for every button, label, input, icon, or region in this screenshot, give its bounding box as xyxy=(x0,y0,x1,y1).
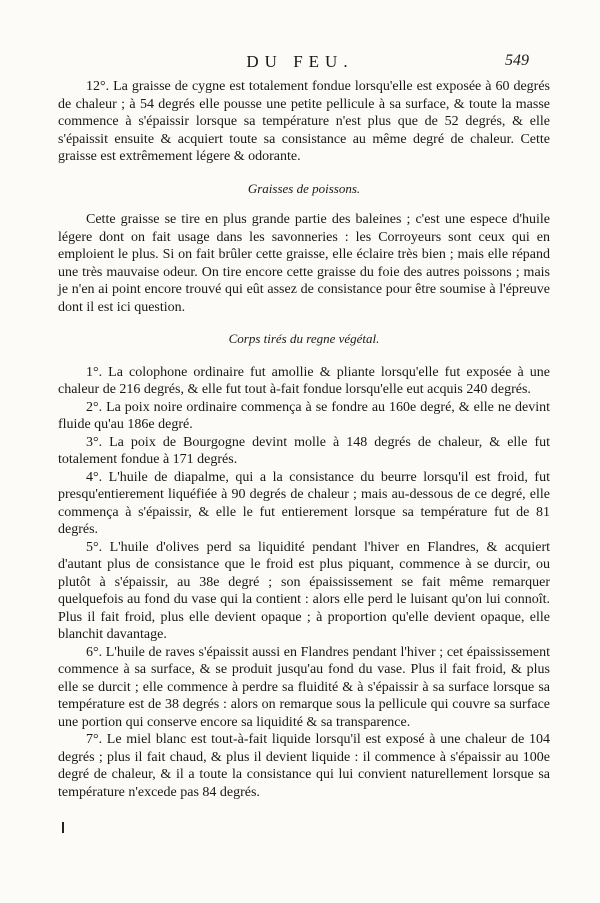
page-body xyxy=(58,78,550,801)
paragraph-miel-blanc: 7°. Le miel blanc est tout-à-fait liquide lorsqu'il est exposé à une chaleur de 104 degrés ; plus il fait chaud, & plus il devient liquide : il commence à s'épaissir au 100e degré de chaleur, & il a toute la consistance qui lui convient naturellement lorsque sa température n'excede pas 84 degrés. xyxy=(58,732,550,800)
section-heading-poissons: Graisses de poissons. xyxy=(247,180,361,196)
section-heading-regne-vegetal: Corps tirés du regne végétal. xyxy=(228,331,380,346)
page-number: 549 xyxy=(505,52,529,69)
margin-mark xyxy=(62,822,64,833)
paragraph-poix-noire: 2°. La poix noire ordinaire commença à se fondre au 160e degré, & elle ne devint fluide qu'au 186e degré. xyxy=(58,399,550,432)
paragraph-huile-olives: 5°. L'huile d'olives perd sa liquidité pendant l'hiver en Flandres, & acquiert d'autant plus de consistance que le froid est plus piquant, commence à se durcir, ou plutôt à s'épaissir, au 38e degré ; son épaississement se fait même remarquer quelquefois au fond du vase qui la contient : alors elle perd le luisant qu'on lui connoît. Plus il fait froid, plus elle devient opaque ; à proportion qu'elle devient opaque, elle blanchit davantage. xyxy=(58,539,550,642)
paragraph-poix-bourgogne: 3°. La poix de Bourgogne devint molle à 148 degrés de chaleur, & elle fut totalement fondue à 171 degrés. xyxy=(58,434,550,467)
paragraph-colophone: 1°. La colophone ordinaire fut amollie & pliante lorsqu'elle fut exposée à une chaleur de 216 degrés, & elle fut tout à-fait fondue lorsqu'elle eut acquis 240 degrés. xyxy=(58,364,550,397)
paragraph-graisse-cygne: 12°. La graisse de cygne est totalement fondue lorsqu'elle est exposée à 60 degrés de chaleur ; à 54 degrés elle pousse une petite pellicule à sa surface, & toute la masse commence à s'épaissir lorsque sa température n'est plus que de 52 degrés, & elle s'épaissit ensuite & acquiert toute sa consistance au même degré de chaleur. Cette graisse est extrêmement légere & odorante. xyxy=(58,79,550,164)
running-title: DU FEU. xyxy=(246,52,354,71)
paragraph-poissons: Cette graisse se tire en plus grande partie des baleines ; c'est une espece d'huile légere dont on fait usage dans les savonneries : les Corroyeurs sont ceux qui en emploient le plus. Si on fait brûler cette graisse, elle éclaire très bien ; mais elle répand une très mauvaise odeur. On tire encore cette graisse du foie des autres poissons ; mais je n'en ai point encore trouvé qui eût assez de consistance pour être soumise à l'épreuve dont il est ici question. xyxy=(58,212,550,315)
paragraph-huile-diapalme: 4°. L'huile de diapalme, qui a la consistance du beurre lorsqu'il est froid, fut presqu'entierement liquéfiée à 90 degrés de chaleur ; mais au-dessous de ce degré, elle commença à s'épaissir, & elle le fut entierement lorsque sa température fut de 81 degrés. xyxy=(58,469,550,537)
paragraph-huile-raves: 6°. L'huile de raves s'épaissit aussi en Flandres pendant l'hiver ; cet épaississement commence à sa surface, & se produit jusqu'au fond du vase. Plus il fait froid, & plus elle se durcit ; elle commence à perdre sa fluidité & à s'épaissir à sa surface lorsque sa température est de 38 degrés : alors on remarque sous la pellicule qui couvre sa surface une portion qui conserve encore sa liquidité & sa transparence. xyxy=(58,644,550,730)
